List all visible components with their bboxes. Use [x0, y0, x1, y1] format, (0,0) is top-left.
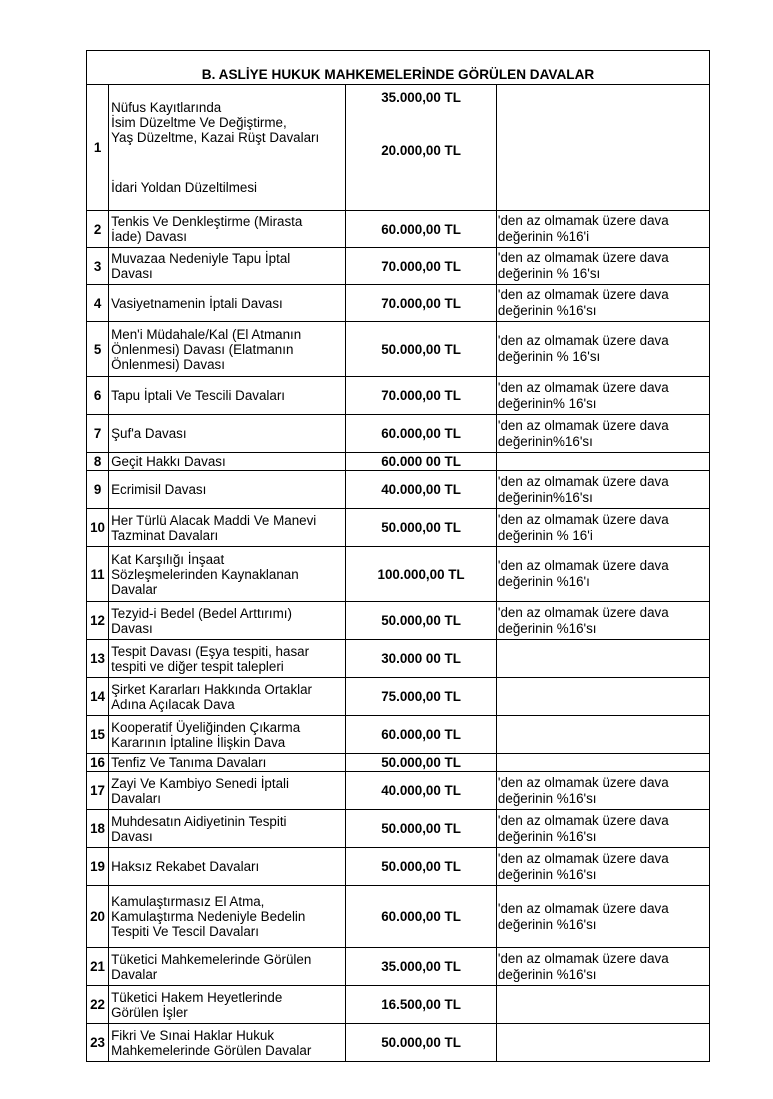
row-amount: 50.000,00 TL [346, 810, 497, 848]
row-number: 14 [87, 678, 109, 716]
row-number: 18 [87, 810, 109, 848]
row-description: Vasiyetnamenin İptali Davası [109, 285, 346, 322]
table-row [87, 754, 710, 772]
table-row [87, 471, 710, 509]
row-number: 5 [87, 322, 109, 377]
table-row [87, 322, 710, 377]
row-description-secondary: İdari Yoldan Düzeltilmesi [111, 180, 257, 195]
row-description: Tespit Davası (Eşya tespiti, hasar tespiti ve diğer tespit talepleri [109, 640, 346, 678]
row-number: 11 [87, 547, 109, 602]
row-amount: 60.000 00 TL [346, 453, 497, 471]
row-description: Her Türlü Alacak Maddi Ve Manevi Tazminat Davaları [109, 509, 346, 547]
row-amount: 40.000,00 TL [346, 471, 497, 509]
row-amount: 100.000,00 TL [346, 547, 497, 602]
row-amount: 60.000,00 TL [346, 415, 497, 453]
row-description: Geçit Hakkı Davası [109, 453, 346, 471]
row-number: 23 [87, 1024, 109, 1062]
row-number: 21 [87, 948, 109, 986]
table-row [87, 453, 710, 471]
row-note [496, 986, 709, 1024]
row-amount: 40.000,00 TL [346, 772, 497, 810]
row-description: Haksız Rekabet Davaları [109, 848, 346, 886]
row-note: 'den az olmamak üzere dava değerinin %16'sı [496, 772, 709, 810]
table-row [87, 848, 710, 886]
row-amount: 70.000,00 TL [346, 248, 497, 285]
table-row [87, 377, 710, 415]
table-row [87, 986, 710, 1024]
row-note [496, 678, 709, 716]
row-note [496, 1024, 709, 1062]
table-row [87, 640, 710, 678]
table-row [87, 211, 710, 248]
row-note [496, 640, 709, 678]
row-number: 9 [87, 471, 109, 509]
row-amount: 50.000,00 TL [346, 848, 497, 886]
row-note: 'den az olmamak üzere dava değerinin %16'sı [496, 602, 709, 640]
row-number: 6 [87, 377, 109, 415]
row-note: 'den az olmamak üzere dava değerinin %16'sı [496, 285, 709, 322]
row-number: 3 [87, 248, 109, 285]
row-number: 15 [87, 716, 109, 754]
row-amount-secondary: 20.000,00 TL [381, 143, 461, 158]
row-note: 'den az olmamak üzere dava değerinin %16'sı [496, 848, 709, 886]
row-description: Tenfiz Ve Tanıma Davaları [109, 754, 346, 772]
table-row [87, 285, 710, 322]
row-note: 'den az olmamak üzere dava değerinin%16'sı [496, 471, 709, 509]
row-description: Tezyid-i Bedel (Bedel Arttırımı) Davası [109, 602, 346, 640]
row-number: 4 [87, 285, 109, 322]
table-row [87, 948, 710, 986]
table-row [87, 716, 710, 754]
table-title: B. ASLİYE HUKUK MAHKEMELERİNDE GÖRÜLEN DAVALAR [87, 51, 710, 85]
row-note [496, 716, 709, 754]
row-description: Tapu İptali Ve Tescili Davaları [109, 377, 346, 415]
table-row [87, 547, 710, 602]
row-number: 2 [87, 211, 109, 248]
fees-table [86, 50, 710, 1062]
row-description: Tüketici Hakem Heyetlerinde Görülen İşler [109, 986, 346, 1024]
row-amount: 75.000,00 TL [346, 678, 497, 716]
row-number: 13 [87, 640, 109, 678]
title-row [87, 51, 710, 85]
row-amount: 70.000,00 TL [346, 285, 497, 322]
table-row [87, 509, 710, 547]
table-row [87, 1024, 710, 1062]
table-row [87, 415, 710, 453]
row-description: Ecrimisil Davası [109, 471, 346, 509]
row-amount: 60.000,00 TL [346, 886, 497, 948]
row-number: 19 [87, 848, 109, 886]
row-number: 7 [87, 415, 109, 453]
row-note [496, 85, 709, 211]
row-note: 'den az olmamak üzere dava değerinin% 16'sı [496, 377, 709, 415]
row-description: Muhdesatın Aidiyetinin Tespiti Davası [109, 810, 346, 848]
row-description: Kamulaştırmasız El Atma, Kamulaştırma Nedeniyle Bedelin Tespiti Ve Tescil Davaları [109, 886, 346, 948]
row-description: Men'i Müdahale/Kal (El Atmanın Önlenmesi) Davası (Elatmanın Önlenmesi) Davası [109, 322, 346, 377]
row-description: Muvazaa Nedeniyle Tapu İptal Davası [109, 248, 346, 285]
row-amount: 16.500,00 TL [346, 986, 497, 1024]
row-description: Kat Karşılığı İnşaat Sözleşmelerinden Kaynaklanan Davalar [109, 547, 346, 602]
row-amount: 50.000,00 TL [346, 509, 497, 547]
row-note [496, 453, 709, 471]
row-description: Şirket Kararları Hakkında Ortaklar Adına Açılacak Dava [109, 678, 346, 716]
table-row [87, 602, 710, 640]
row-number: 22 [87, 986, 109, 1024]
row-note: 'den az olmamak üzere dava değerinin %16'sı [496, 810, 709, 848]
row-note: 'den az olmamak üzere dava değerinin %16'ı [496, 547, 709, 602]
row-note: 'den az olmamak üzere dava değerinin % 16'sı [496, 248, 709, 285]
row-description: Tenkis Ve Denkleştirme (Mirasta İade) Davası [109, 211, 346, 248]
row-amount: 50.000,00 TL [346, 322, 497, 377]
row-note: 'den az olmamak üzere dava değerinin %16'sı [496, 948, 709, 986]
row-note [496, 754, 709, 772]
row-note: 'den az olmamak üzere dava değerinin %16'sı [496, 886, 709, 948]
row-amount: 70.000,00 TL [346, 377, 497, 415]
table-row [87, 678, 710, 716]
row-number: 10 [87, 509, 109, 547]
row-amount [346, 85, 497, 211]
row-description [109, 85, 346, 211]
row-amount: 50.000,00 TL [346, 754, 497, 772]
row-description-main: Nüfus Kayıtlarında İsim Düzeltme Ve Değiştirme, Yaş Düzeltme, Kazai Rüşt Davaları [111, 100, 320, 145]
row-number: 16 [87, 754, 109, 772]
row-note: 'den az olmamak üzere dava değerinin % 16'sı [496, 322, 709, 377]
row-description: Fikri Ve Sınai Haklar Hukuk Mahkemelerinde Görülen Davalar [109, 1024, 346, 1062]
row-description: Zayi Ve Kambiyo Senedi İptali Davaları [109, 772, 346, 810]
row-number: 1 [87, 85, 109, 211]
row-amount: 50.000,00 TL [346, 1024, 497, 1062]
row-number: 12 [87, 602, 109, 640]
table-row [87, 85, 710, 211]
row-amount: 35.000,00 TL [346, 948, 497, 986]
row-amount: 30.000 00 TL [346, 640, 497, 678]
row-note: 'den az olmamak üzere dava değerinin%16'sı [496, 415, 709, 453]
row-note: 'den az olmamak üzere dava değerinin % 16'i [496, 509, 709, 547]
row-description: Tüketici Mahkemelerinde Görülen Davalar [109, 948, 346, 986]
row-amount: 60.000,00 TL [346, 211, 497, 248]
row-amount: 60.000,00 TL [346, 716, 497, 754]
table-row [87, 886, 710, 948]
table-row [87, 810, 710, 848]
row-amount-main: 35.000,00 TL [381, 90, 461, 105]
row-number: 8 [87, 453, 109, 471]
row-number: 17 [87, 772, 109, 810]
row-note: 'den az olmamak üzere dava değerinin %16'i [496, 211, 709, 248]
row-number: 20 [87, 886, 109, 948]
table-row [87, 248, 710, 285]
row-description: Kooperatif Üyeliğinden Çıkarma Kararının İptaline İlişkin Dava [109, 716, 346, 754]
row-amount: 50.000,00 TL [346, 602, 497, 640]
row-description: Şuf'a Davası [109, 415, 346, 453]
table-row [87, 772, 710, 810]
